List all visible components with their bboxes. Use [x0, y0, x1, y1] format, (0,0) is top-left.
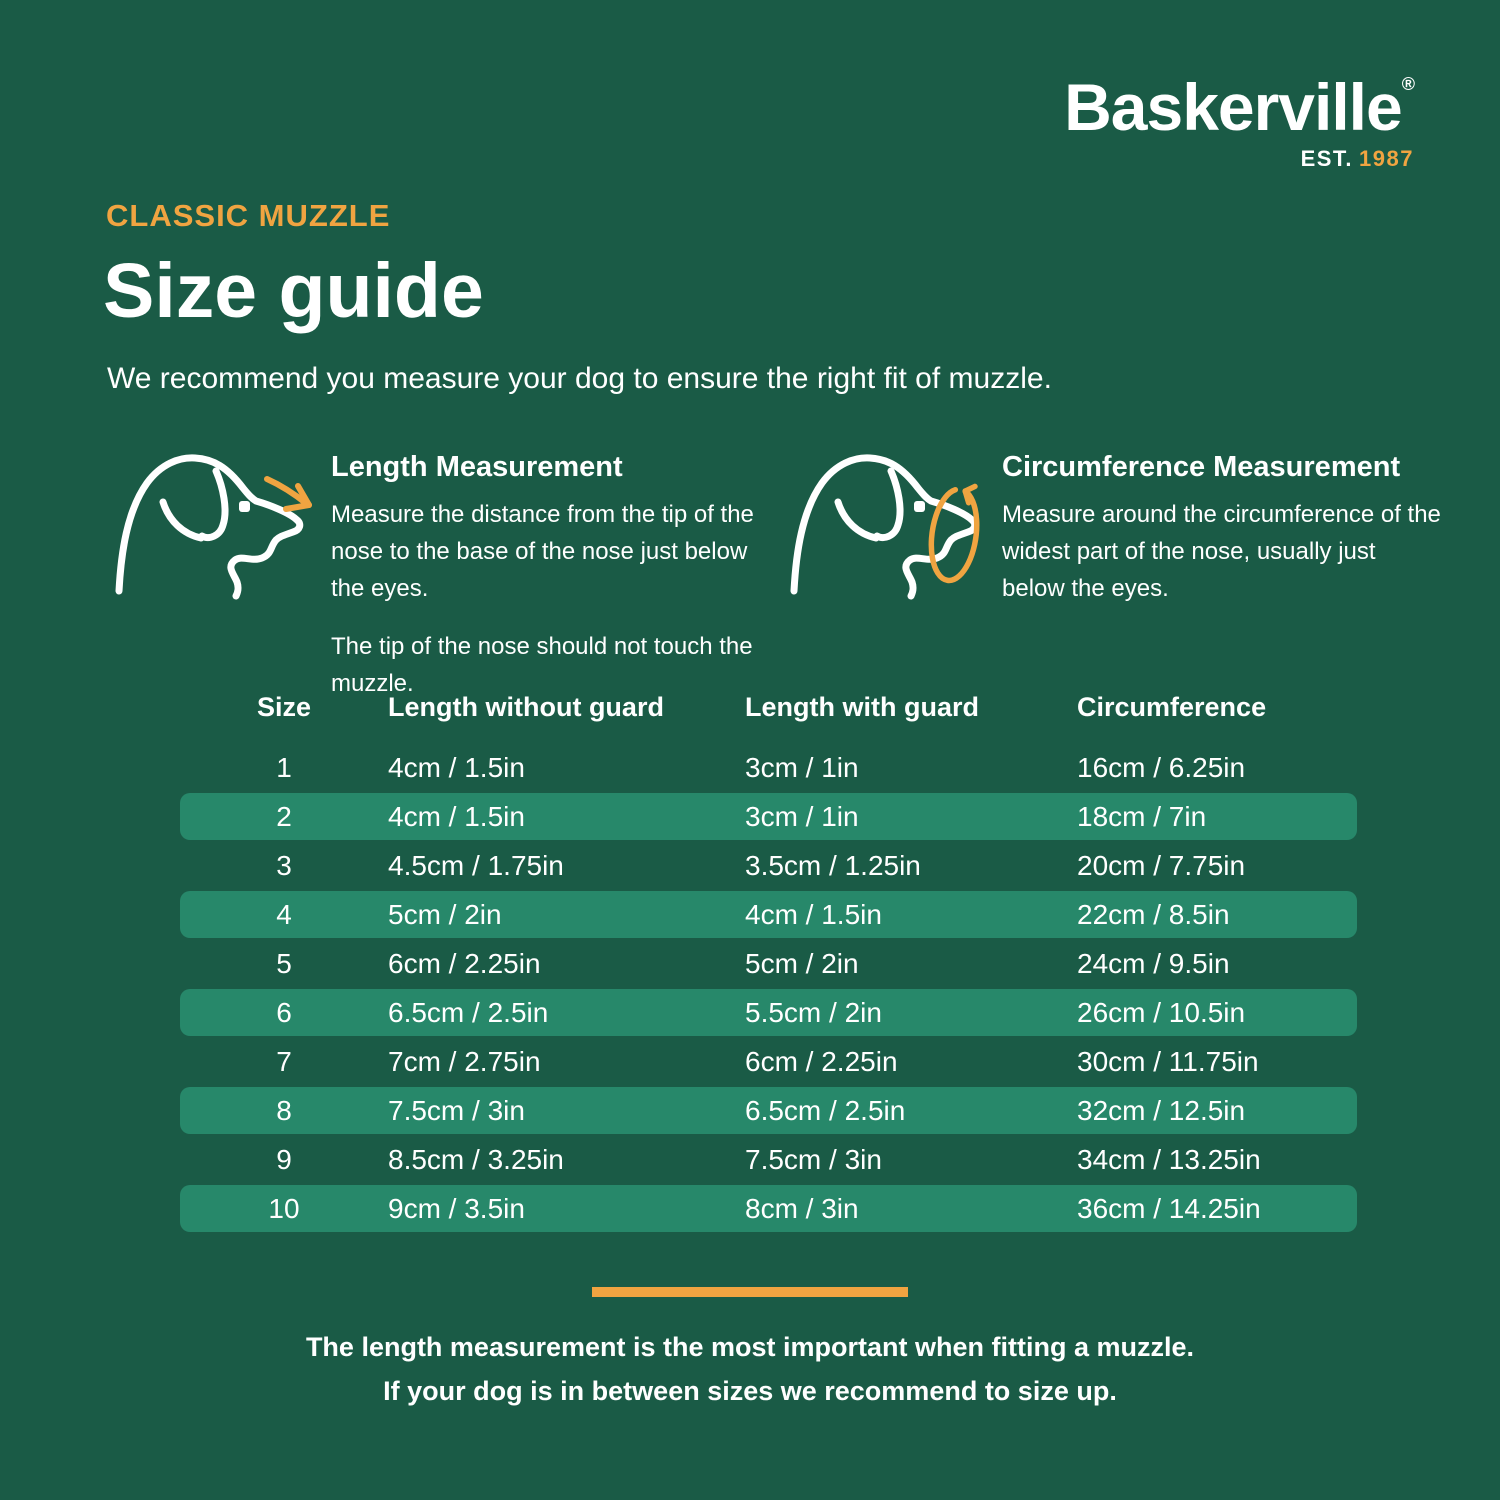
length-measurement-note: The tip of the nose should not touch the muzzle.: [331, 632, 753, 697]
size-table: [180, 690, 1357, 1234]
brand-logo: [1064, 70, 1414, 172]
cell-size: 10: [268, 1192, 300, 1224]
dog-head-length-icon: [95, 443, 335, 613]
cell-length-with-guard: 4cm / 1.5in: [745, 898, 882, 930]
cell-size: 1: [276, 751, 292, 783]
measurement-instructions: [95, 443, 1441, 702]
cell-length-without-guard: 4.5cm / 1.75in: [388, 849, 564, 881]
cell-length-with-guard: 5cm / 2in: [745, 947, 859, 979]
cell-size: 6: [276, 996, 292, 1028]
cell-circumference: 36cm / 14.25in: [1077, 1192, 1261, 1224]
cell-length-without-guard: 4cm / 1.5in: [388, 751, 525, 783]
cell-size: 5: [276, 947, 292, 979]
footer-line-2: If your dog is in between sizes we recommend to size up.: [383, 1375, 1117, 1406]
cell-length-with-guard: 7.5cm / 3in: [745, 1143, 882, 1175]
length-measurement-section: [95, 443, 770, 702]
cell-length-with-guard: 3cm / 1in: [745, 800, 859, 832]
page-title: Size guide: [103, 248, 484, 334]
brand-name-text: Baskerville: [1064, 70, 1402, 144]
length-measurement-body: Measure the distance from the tip of the nose to the base of the nose just below the eyes.: [331, 501, 754, 603]
column-header-length-with-guard: Length with guard: [745, 691, 979, 722]
tape-loop-icon: [926, 481, 983, 583]
column-header-length-without-guard: Length without guard: [388, 691, 664, 722]
cell-length-with-guard: 3.5cm / 1.25in: [745, 849, 921, 881]
cell-circumference: 16cm / 6.25in: [1077, 751, 1246, 783]
cell-length-with-guard: 6cm / 2.25in: [745, 1045, 898, 1077]
circumference-measurement-text: [1002, 443, 1442, 608]
cell-length-with-guard: 6.5cm / 2.5in: [745, 1094, 906, 1126]
product-name-eyebrow: CLASSIC MUZZLE: [106, 198, 391, 233]
brand-name: [1064, 70, 1414, 144]
circumference-measurement-title: Circumference Measurement: [1002, 451, 1401, 483]
cell-size: 3: [276, 849, 292, 881]
cell-length-without-guard: 4cm / 1.5in: [388, 800, 525, 832]
page-subtitle: We recommend you measure your dog to ensure the right fit of muzzle.: [107, 362, 1052, 395]
cell-length-without-guard: 5cm / 2in: [388, 898, 502, 930]
footer-line-1: The length measurement is the most important when fitting a muzzle.: [305, 1332, 1195, 1362]
size-table-header: [180, 690, 1357, 724]
table-row: [180, 940, 1357, 987]
column-header-circumference: Circumference: [1077, 691, 1267, 722]
cell-circumference: 24cm / 9.5in: [1077, 947, 1230, 979]
brand-established: [1064, 146, 1414, 172]
table-row: [180, 842, 1357, 889]
dog-head-circumference-icon: [770, 443, 1010, 613]
cell-length-with-guard: 3cm / 1in: [745, 751, 859, 783]
cell-length-with-guard: 8cm / 3in: [745, 1192, 859, 1224]
table-row: [180, 891, 1357, 938]
cell-circumference: 18cm / 7in: [1077, 800, 1207, 832]
table-row: [180, 1038, 1357, 1085]
registered-trademark-icon: ®: [1401, 74, 1414, 94]
cell-length-without-guard: 9cm / 3.5in: [388, 1192, 525, 1224]
table-row: [180, 989, 1357, 1036]
cell-size: 7: [276, 1045, 292, 1077]
cell-circumference: 32cm / 12.5in: [1077, 1094, 1246, 1126]
table-row: [180, 744, 1357, 791]
dog-eye-dot: [239, 501, 250, 512]
footer-note: [0, 1326, 1500, 1413]
table-row: [180, 1136, 1357, 1183]
accent-divider: [592, 1287, 908, 1297]
est-label: EST.: [1300, 146, 1354, 171]
cell-length-with-guard: 5.5cm / 2in: [745, 996, 882, 1028]
cell-circumference: 34cm / 13.25in: [1077, 1143, 1261, 1175]
cell-size: 8: [276, 1094, 292, 1126]
cell-size: 4: [276, 898, 292, 930]
size-table-body: [180, 744, 1357, 1232]
cell-length-without-guard: 8.5cm / 3.25in: [388, 1143, 564, 1175]
cell-circumference: 20cm / 7.75in: [1077, 849, 1246, 881]
table-row: [180, 1087, 1357, 1134]
est-year: 1987: [1359, 146, 1414, 171]
cell-length-without-guard: 6.5cm / 2.5in: [388, 996, 549, 1028]
cell-length-without-guard: 7.5cm / 3in: [388, 1094, 525, 1126]
cell-size: 9: [276, 1143, 292, 1175]
cell-circumference: 30cm / 11.75in: [1077, 1045, 1259, 1077]
circumference-measurement-body: Measure around the circumference of the widest part of the nose, usually just below the eyes.: [1002, 501, 1441, 603]
length-measurement-text: [331, 443, 756, 702]
cell-length-without-guard: 6cm / 2.25in: [388, 947, 541, 979]
table-row: [180, 793, 1357, 840]
cell-circumference: 26cm / 10.5in: [1077, 996, 1246, 1028]
table-row: [180, 1185, 1357, 1232]
circumference-measurement-section: [770, 443, 1442, 613]
column-header-size: Size: [256, 691, 312, 722]
length-measurement-title: Length Measurement: [331, 451, 623, 483]
cell-circumference: 22cm / 8.5in: [1077, 898, 1230, 930]
cell-length-without-guard: 7cm / 2.75in: [388, 1045, 541, 1077]
cell-size: 2: [276, 800, 292, 832]
dog-eye-dot: [914, 501, 925, 512]
